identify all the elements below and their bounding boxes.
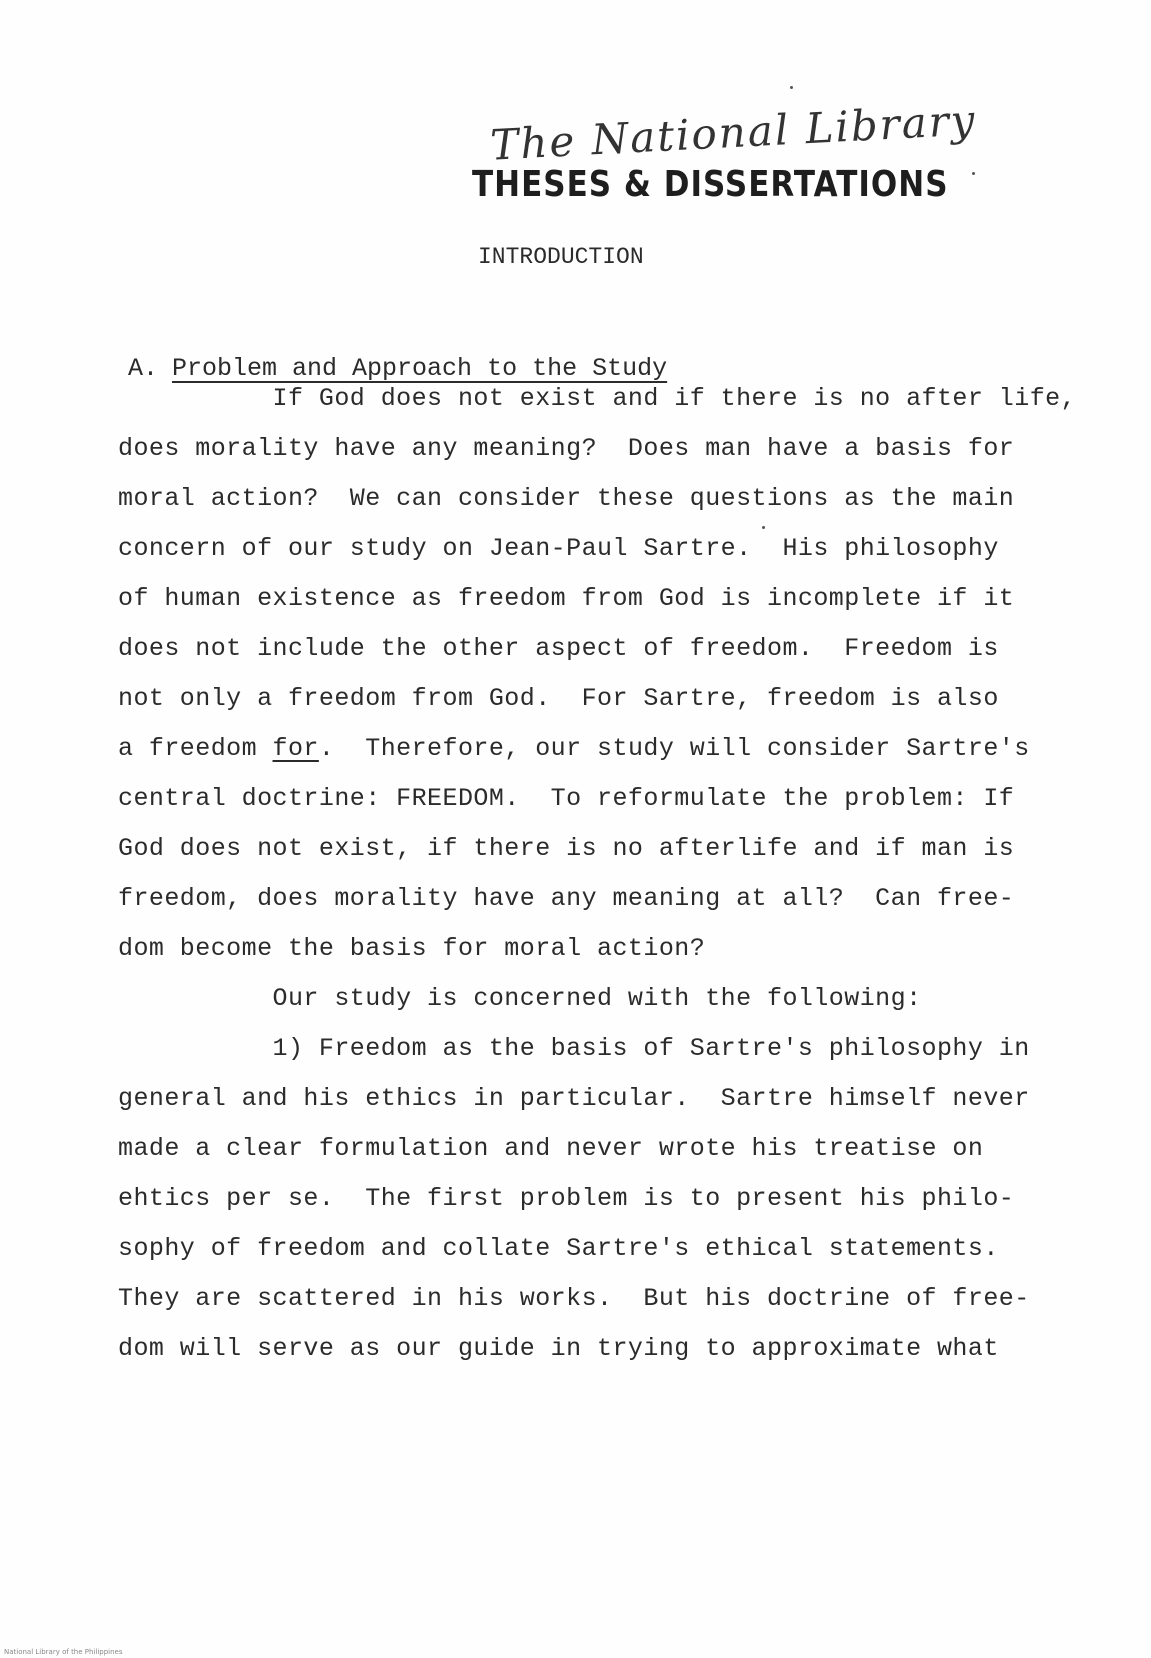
stamp-handwriting: The National Library: [489, 95, 978, 170]
footer-scan-label: National Library of the Philippines: [4, 1648, 123, 1656]
section-heading: [128, 354, 667, 383]
underlined-word: for: [272, 734, 319, 763]
text-line: God does not exist, if there is no afterlife and if man is: [118, 834, 1015, 863]
text-line: moral action? We can consider these questions as the main: [118, 484, 1015, 513]
page-title: INTRODUCTION: [478, 244, 644, 270]
text-line: concern of our study on Jean-Paul Sartre. His philosophy: [118, 534, 999, 563]
text-line: Our study is concerned with the following:: [118, 984, 922, 1013]
text-line: does morality have any meaning? Does man have a basis for: [118, 434, 1015, 463]
speck-mark: [972, 172, 975, 175]
text-line: freedom, does morality have any meaning at all? Can free-: [118, 884, 1015, 913]
text-line: a freedom for. Therefore, our study will consider Sartre's: [118, 734, 1030, 763]
text-line: dom become the basis for moral action?: [118, 934, 706, 963]
text-line: They are scattered in his works. But his doctrine of free-: [118, 1284, 1030, 1313]
text-line: dom will serve as our guide in trying to approximate what: [118, 1334, 999, 1363]
stamp-printed-text: THESES & DISSERTATIONS: [472, 164, 949, 206]
library-stamp: [470, 95, 978, 218]
speck-mark: [762, 526, 765, 529]
text-line: does not include the other aspect of freedom. Freedom is: [118, 634, 999, 663]
text-line: If God does not exist and if there is no after life,: [118, 384, 1077, 413]
text-line: ehtics per se. The first problem is to present his philo-: [118, 1184, 1015, 1213]
text-line: central doctrine: FREEDOM. To reformulate the problem: If: [118, 784, 1015, 813]
text-line: general and his ethics in particular. Sartre himself never: [118, 1084, 1030, 1113]
section-label: A.: [128, 354, 159, 383]
text-line: sophy of freedom and collate Sartre's ethical statements.: [118, 1234, 999, 1263]
text-line: 1) Freedom as the basis of Sartre's philosophy in: [118, 1034, 1030, 1063]
speck-mark: [790, 86, 793, 89]
text-line: of human existence as freedom from God is incomplete if it: [118, 584, 1015, 613]
text-line: not only a freedom from God. For Sartre, freedom is also: [118, 684, 999, 713]
text-line: made a clear formulation and never wrote his treatise on: [118, 1134, 984, 1163]
section-title: Problem and Approach to the Study: [172, 354, 668, 383]
